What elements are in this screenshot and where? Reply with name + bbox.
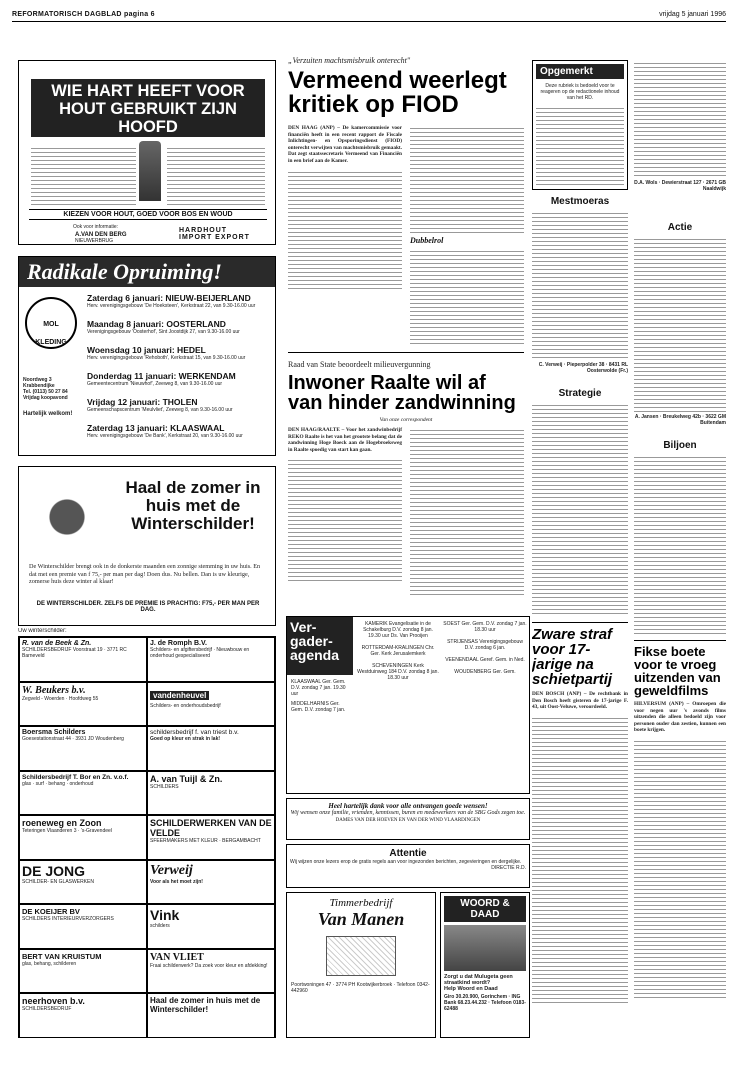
schilder-sub: SCHILDERSBEDRIJF (22, 1006, 72, 1012)
letter-biljoen (634, 440, 726, 636)
schilder-sub: Fraai schilderwerk? Da zoek voor kleur en afdekking! (150, 962, 268, 969)
attentie-body: Wij wijzen onze lezers erop de gratis regels aan voor ingezonden berichten, zegevieringen en dergelijke. (290, 859, 522, 865)
schilder-name: Haal de zomer in huis met de Winterschilder! (150, 996, 261, 1014)
schilder-sub: SCHILDERSBEDRIJF Voorstraat 19 · 3771 RC Barneveld (22, 647, 127, 659)
winterschilder-body: De Winterschilder brengt ook in de donkerste maanden een zonnige stemming in uw huis. En dat met een premie van f 75,- per man per dag! Doen dus. Nu bellen. Dan is uw kleurige, zomerse huis deze winter al klaar! (29, 563, 261, 586)
winterschilder-bottom: DE WINTERSCHILDER. ZELFS DE PREMIE IS PRACHTIG: F75,- PER MAN PER DAG. (36, 601, 260, 613)
letter-actie (634, 222, 726, 436)
zware-straf-headline: Zware straf voor 17-jarige na schietpartij (532, 626, 613, 688)
schilder-sub: Zegveld - Woerden · Hoofdweg 55 (22, 695, 99, 702)
letter-mestmoeras (532, 196, 628, 386)
mol-phone: Tel. (0113) 50 27 84 (23, 389, 68, 395)
schilder-name: schildersbedrijf f. van triest b.v. (150, 729, 239, 736)
thank-you-title: Heel hartelijk dank voor alle ontvangen goede wensen! (328, 802, 488, 810)
opgemerkt-intro: Deze rubriek is bedoeld voor te reageren op de redactionele inhoud van het RD. (540, 83, 620, 101)
ad-hout-body-right (167, 145, 265, 205)
radicale-date-title: Zaterdag 13 januari: KLAASWAAL (87, 423, 225, 433)
agenda-col3 (443, 621, 527, 681)
radicale-date-title: Woensdag 10 januari: HEDEL (87, 345, 206, 355)
schilder-name: R. van de Beek & Zn. (22, 640, 92, 647)
letter-sign: C. Verweij · Pieperpolder 38 · 8431 RL Oosterwolde (Fr.) (538, 362, 628, 374)
agenda-entry: KAMERIK Evangelisatie in de Schakelburg D.V. zondag 8 jan. 19.30 uur Ds. Van Prooijen (363, 621, 433, 639)
mol-address: Noordweg 3 Krabbendijke (23, 377, 55, 389)
attentie-title: Attentie (389, 848, 427, 859)
letter-title: Actie (667, 222, 693, 233)
schilder-ad[interactable] (147, 993, 275, 1038)
radicale-dates (87, 293, 273, 449)
article-raalte-lead: DEN HAAG/RAALTE – Voor het zandwinbedrijf REKO Raalte is het van het grootste belang dat de zandwinning Hoge Boeck aan de Hogebroeksweg in Raalte spoedig van start kan gaan. (288, 427, 402, 453)
timmerbedrijf-address: Poortwoningen 47 · 3774 PH Kootwijkerbroek · Telefoon 0342-442960 (291, 982, 430, 994)
letter-sign: D.A. Wols · Dewierstraat 127 · 2671 GB Naaldwijk (634, 180, 726, 192)
zware-straf-lead: DEN BOSCH (ANP) – De rechtbank in Den Bosch heeft gisteren de 17-jarige F. 43, uit Oost-Veluwe, veroordeeld. (532, 691, 628, 711)
schilder-ad[interactable] (19, 637, 147, 682)
schilder-name: VAN VLIET (150, 951, 204, 963)
radicale-date-item (87, 293, 273, 319)
timmerbedrijf-title: Timmerbedrijf (329, 897, 393, 909)
mol-hours: Vrijdag koopavond (23, 395, 68, 401)
schilder-sub: SCHILDER- EN GLASWERKEN (22, 878, 94, 885)
schilder-ad[interactable] (19, 726, 147, 771)
schilder-name: Verweij (150, 862, 193, 878)
agenda-entry: ROTTERDAM-KRALINGEN Chr. Ger. Kerk Jerusalemkerk (361, 645, 435, 657)
article-geweldfilms (634, 640, 726, 1038)
schilder-name: A. van Tuijl & Zn. (150, 773, 223, 784)
zware-straf-body (532, 715, 628, 1005)
radicale-date-title: Maandag 8 januari: OOSTERLAND (87, 319, 226, 329)
letter-strategie (532, 388, 628, 614)
article-fiod-body-3 (410, 248, 524, 346)
ad-hout-cta: Ook voor informatie: (73, 224, 119, 230)
schilder-ad[interactable] (147, 815, 275, 860)
radicale-date-sub: Herv. verenigingsgebouw 'De Hoeksteen', Kerkstraat 22, van 9.30-16.00 uur (87, 303, 256, 309)
ad-hout-title: WIE HART HEEFT VOOR HOUT GEBRUIKT ZIJN HOOFD (31, 79, 265, 137)
schilder-name: BERT VAN KRUISTUM (22, 951, 102, 961)
company-van-den-berg-name: A.VAN DEN BERG (75, 232, 127, 238)
schilder-ad[interactable] (147, 860, 275, 905)
vergaderagenda-title: Ver- gader- agenda (287, 617, 353, 675)
schilder-sub: glas, behang, schilderen (22, 960, 77, 967)
geweldfilms-lead: HILVERSUM (ANP) – Omroepen die voor negen uur 's avonds films uitzenden die alleen bedoeld zijn voor personen ouder dan zestien, kunnen een boete krijgen. (634, 701, 726, 734)
agenda-entry: SCHEVENINGEN Kerk Westduinweg 184 D.V. zondag 8 jan. 18.30 uur (357, 663, 439, 681)
geweldfilms-body (634, 738, 726, 998)
radicale-date-item (87, 397, 273, 423)
timmerbedrijf-ad[interactable] (286, 892, 436, 1038)
schilder-sub: Schilders- en onderhoudsbedrijf (150, 702, 221, 709)
vergaderagenda (286, 616, 530, 794)
opgemerkt-body (536, 105, 624, 185)
radicale-date-item (87, 319, 273, 345)
radicale-date-title: Donderdag 11 januari: WERKENDAM (87, 371, 236, 381)
radicale-date-sub: Herv. verenigingsgebouw 'Rehoboth', Kerkstraat 15, van 9.30-16.00 uur (87, 355, 246, 361)
winterschilder-sun-image (27, 477, 107, 557)
woord-en-daad-sub: Zorgt u dat Mulugeta geen straatkind wordt? (444, 974, 513, 986)
opgemerkt-title: Opgemerkt (536, 64, 624, 79)
schilder-ad[interactable] (147, 904, 275, 949)
letter-title: Biljoen (663, 440, 697, 451)
woord-en-daad-line: Help Woord en Daad (444, 986, 498, 992)
attentie-sign: DIRECTIE R.D. (491, 865, 526, 871)
schilder-name: SCHILDERWERKEN VAN DE VELDE (150, 818, 272, 838)
radicale-date-item (87, 345, 273, 371)
company-hardhout: HARDHOUT IMPORT EXPORT (179, 227, 250, 241)
mol-kleding-brand: MOL KLEDING (35, 321, 67, 346)
schilder-sub: SCHILDERS INTERIEURVERZORGERS (22, 916, 114, 922)
schilder-ad[interactable] (19, 815, 147, 860)
thank-you-names: DAMES VAN DER HOEVEN EN VAN DER WIND VLAARDINGEN (335, 818, 481, 823)
letter-body (532, 402, 628, 614)
winterschilder-caption: Uw winterschilder: (18, 628, 67, 634)
article-fiod (288, 56, 524, 346)
agenda-col1 (291, 679, 351, 717)
agenda-col2 (357, 621, 439, 687)
schilder-sub: Schilders- en afgiftersbedrijf · Nieuwbouw en onderhoud gespecialiseerd (150, 647, 250, 659)
article-raalte-body (288, 457, 402, 583)
tree-stump-image (139, 141, 161, 201)
schilder-ad[interactable] (147, 637, 275, 682)
ad-radicale-opruiming[interactable] (18, 256, 276, 456)
article-fiod-headline: Vermeend weerlegt kritiek op FIOD (288, 67, 507, 118)
thank-you-body: Wij wensen onze familie, vrienden, kennissen, buren en medewerkers van de SBG Gods zegen toe. (290, 810, 526, 816)
schilder-ad[interactable] (19, 949, 147, 994)
ad-hout-body-left (31, 145, 136, 205)
company-van-den-berg (75, 232, 127, 244)
page-header (12, 8, 726, 22)
article-zware-straf (532, 622, 628, 1038)
letter-title: Mestmoeras (550, 196, 610, 207)
timmerbedrijf-name: Van Manen (317, 909, 405, 929)
ad-winterschilder[interactable] (18, 466, 276, 626)
schilder-sub: schilders (150, 923, 170, 929)
article-raalte-body-2 (410, 427, 524, 597)
woord-en-daad-ad[interactable] (440, 892, 530, 1038)
schilder-ad[interactable] (147, 682, 275, 727)
schilder-name: neerhoven b.v. (22, 996, 85, 1006)
schilder-sub: SFEERMAKERS MET KLEUR · BERGAMBACHT (150, 838, 261, 844)
right-column-top (634, 60, 726, 220)
radicale-date-sub: Gemeenschapscentrum 'Meulvliet', Zeeweg 8, van 9.30-16.00 uur (87, 407, 233, 413)
page-date: vrijdag 5 januari 1996 (659, 11, 726, 18)
letter-body (634, 236, 726, 412)
article-raalte (288, 360, 524, 610)
agenda-entry: KLAASWAAL Ger. Gem. D.V. zondag 7 jan. 19.30 uur (291, 679, 346, 697)
woord-en-daad-title: WOORD & DAAD (444, 896, 526, 922)
company-van-den-berg-sub: NIEUWERBRUG (75, 238, 114, 244)
mol-kleding-contact (23, 377, 83, 417)
opgemerkt-box (532, 60, 628, 190)
schilder-ad[interactable] (19, 993, 147, 1038)
schilder-name: DE JONG (22, 862, 86, 879)
article-fiod-body (288, 169, 402, 289)
schilder-ad[interactable] (147, 771, 275, 816)
schilder-name: Schildersbedrijf T. Bor en Zn. v.o.f. (22, 773, 129, 781)
attentie-box (286, 844, 530, 888)
article-raalte-byline: Van onze correspondent (379, 417, 433, 423)
letter-body (634, 454, 726, 634)
schilders-grid (18, 636, 276, 1038)
schilder-ad[interactable] (147, 726, 275, 771)
schilder-name: Boersma Schilders (22, 729, 86, 736)
schilder-ad[interactable] (19, 682, 147, 727)
article-fiod-kicker: „Verzuiten machtsmisbruik onterecht" (288, 56, 411, 65)
letter-body (532, 210, 628, 360)
mol-kleding-logo (25, 297, 77, 349)
letter-continuation (634, 60, 726, 178)
agenda-entry: MIDDELHARNIS Ger. Gem. D.V. zondag 7 jan. (291, 701, 346, 713)
letter-title: Strategie (558, 388, 602, 399)
radicale-date-title: Zaterdag 6 januari: NIEUW-BEIJERLAND (87, 293, 251, 303)
winterschilder-title: Haal de zomer in huis met de Winterschilder! (125, 478, 261, 533)
radicale-date-sub: Verenigingsgebouw 'Oosterhof', Sint Joostdijk 27, van 9.30-16.00 uur (87, 329, 240, 335)
schilder-ad[interactable] (147, 949, 275, 994)
house-image (326, 936, 396, 976)
schilder-name: J. de Romph B.V. (150, 640, 207, 647)
schilder-name: vandenheuvel (150, 691, 209, 700)
agenda-entry: SOEST Ger. Gem. D.V. zondag 7 jan. 18.30 uur (443, 621, 527, 633)
schilder-name: Vink (150, 907, 180, 923)
schilder-ad[interactable] (19, 860, 147, 905)
radicale-date-title: Vrijdag 12 januari: THOLEN (87, 397, 198, 407)
schilder-sub: Voor als het moet zijn! (150, 878, 203, 885)
schilder-ad[interactable] (19, 771, 147, 816)
schilder-ad[interactable] (19, 904, 147, 949)
mol-welcome: Hartelijk welkom! (23, 411, 73, 417)
schilder-sub: Goed op kleur en strak in lak! (150, 736, 221, 742)
article-fiod-lead: DEN HAAG (ANP) – De kamercommissie voor financiën heeft in een recent rapport de Fiscale Inlichtingen- en Opsporingsdienst (FIOD) onterecht verwijten van machtsmisbruik gemaakt. Dat zegt staatssecretaris Vermeend van Financiën in een brief aan de Kamer. (288, 125, 402, 164)
article-fiod-subhead: Dubbelrol (410, 236, 444, 245)
ad-hout[interactable] (18, 60, 276, 245)
schilder-sub: glas · surf · behang · onderhoud (22, 780, 94, 787)
ad-hout-slogan: KIEZEN VOOR HOUT, GOED VOOR BOS EN WOUD (29, 209, 267, 220)
thank-you-notice (286, 798, 530, 840)
woord-en-daad-giro: Giro 30.20.900, Gorinchem · ING Bank 68.23.44.232 · Telefoon 0183-62488 (444, 994, 526, 1012)
schilder-name: W. Beukers b.v. (22, 684, 86, 696)
ad-radicale-title: Radikale Opruiming! (19, 257, 275, 287)
schilder-sub: Teteringen Vlaanderen 3 · 's-Gravendeel (22, 828, 112, 834)
geweldfilms-headline: Fikse boete voor te vroeg uitzenden van geweldfilms (634, 644, 721, 698)
schilder-sub: Goesestationstraat 44 · 3931 JD Woudenberg (22, 736, 124, 742)
schilder-sub: SCHILDERS (150, 783, 179, 790)
article-fiod-body-2 (410, 125, 524, 233)
radicale-date-item (87, 371, 273, 397)
schilder-name: roeneweg en Zoon (22, 818, 102, 828)
schilder-name: DE KOEIJER BV (22, 907, 80, 916)
agenda-entry: STRIJENSAS Verenigingsgebouw D.V. zondag 6 jan. (447, 639, 523, 651)
agenda-entry: VEENENDAAL Geref. Gem. in Ned. (445, 657, 525, 663)
divider (288, 352, 524, 353)
radicale-date-sub: Herv. verenigingsgebouw 'De Bank', Kerkstraat 20, van 9.30-16.00 uur (87, 433, 243, 439)
radicale-date-item (87, 423, 273, 449)
radicale-date-sub: Gemeentecentrum 'Nieuwhof', Zeeweg 8, van 9.30-16.00 uur (87, 381, 223, 387)
child-photo (444, 925, 526, 971)
letter-sign: A. Jansen · Breukelweg 42b · 3622 GM Buitendam (634, 414, 726, 426)
newspaper-name: REFORMATORISCH DAGBLAD pagina 6 (12, 11, 155, 18)
article-raalte-kicker: Raad van State beoordeelt milieuvergunning (288, 360, 431, 369)
agenda-entry: WOUDENBERG Ger. Gem. (454, 669, 516, 675)
article-raalte-headline: Inwoner Raalte wil af van hinder zandwinning (288, 372, 516, 414)
